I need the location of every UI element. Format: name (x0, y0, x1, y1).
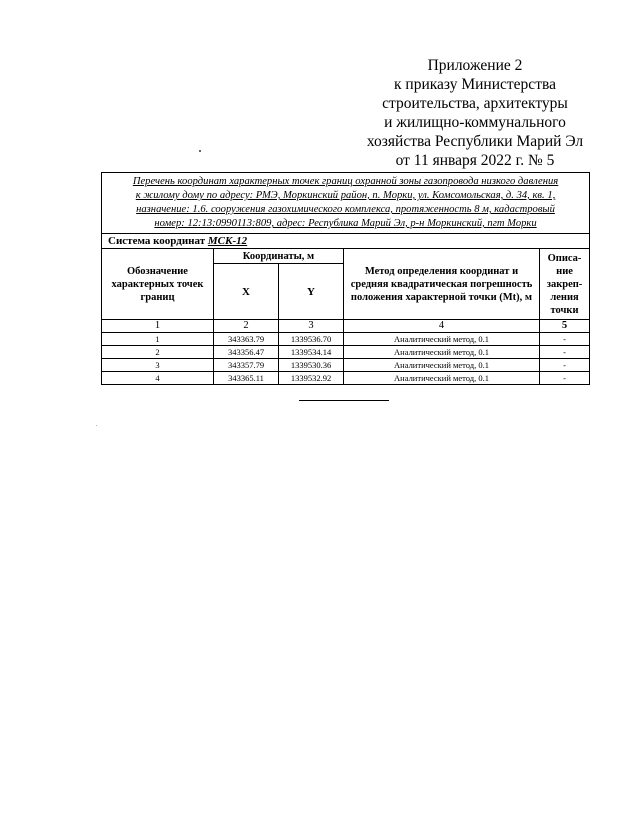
column-number-row (102, 320, 590, 333)
header-line: от 11 января 2022 г. № 5 (395, 152, 555, 169)
table-row (102, 372, 590, 385)
column-number: 4 (344, 320, 540, 333)
caption-line: номер: 12:13:0990113:809, адрес: Республика Марий Эл, р-н Моркинский, пгт Морки (154, 218, 537, 229)
scan-speck (199, 150, 201, 152)
table-row (102, 346, 590, 359)
header-line: хозяйства Республики Марий Эл (366, 133, 584, 150)
column-number: 3 (279, 320, 344, 333)
method-value: Аналитический метод, 0.1 (344, 346, 540, 359)
x-value: 343357.79 (214, 359, 279, 372)
column-number: 1 (102, 320, 214, 333)
caption-line: назначение: 1.6. сооружения газохимического комплекса, протяженность 8 м, кадастровый (136, 204, 555, 215)
footer-divider (299, 400, 389, 401)
method-value: Аналитический метод, 0.1 (344, 359, 540, 372)
header-method: Метод определения координат и средняя квадратическая погрешность положения характерной точки (Mt), м (344, 249, 540, 320)
point-number: 4 (102, 372, 214, 385)
point-number: 1 (102, 333, 214, 346)
caption-line: к жилому дому по адресу: РМЭ, Моркинский район, п. Морки, ул. Комсомольская, д. 34, кв. 1, (135, 190, 556, 201)
header-y: Y (279, 264, 344, 320)
table-row (102, 333, 590, 346)
caption-line: Перечень координат характерных точек границ охранной зоны газопровода низкого давления (132, 176, 559, 187)
coordinate-system-row (102, 234, 590, 249)
header-line: Приложение 2 (427, 57, 523, 74)
coordinates-table (101, 172, 590, 385)
column-number: 2 (214, 320, 279, 333)
column-number: 5 (540, 320, 590, 333)
x-value: 343363.79 (214, 333, 279, 346)
header-coordinates: Координаты, м (214, 249, 344, 264)
y-value: 1339536.70 (279, 333, 344, 346)
coordinate-system-label: Система координат (108, 234, 208, 247)
x-value: 343356.47 (214, 346, 279, 359)
method-value: Аналитический метод, 0.1 (344, 372, 540, 385)
y-value: 1339530.36 (279, 359, 344, 372)
header-x: X (214, 264, 279, 320)
header-line: к приказу Министерства (394, 76, 556, 93)
appendix-header (360, 56, 590, 170)
scan-speck (96, 425, 97, 426)
table-row (102, 359, 590, 372)
header-description: Описа-ние закреп-ления точки (540, 249, 590, 320)
header-line: строительства, архитектуры (382, 95, 568, 112)
point-number: 2 (102, 346, 214, 359)
description-value: - (540, 333, 590, 346)
header-line: и жилищно-коммунального (384, 114, 566, 131)
table-caption (102, 173, 590, 234)
header-point-designation: Обозначение характерных точек границ (102, 249, 214, 320)
y-value: 1339534.14 (279, 346, 344, 359)
x-value: 343365.11 (214, 372, 279, 385)
method-value: Аналитический метод, 0.1 (344, 333, 540, 346)
description-value: - (540, 359, 590, 372)
coordinate-system-value: МСК-12 (207, 234, 248, 247)
description-value: - (540, 372, 590, 385)
description-value: - (540, 346, 590, 359)
point-number: 3 (102, 359, 214, 372)
y-value: 1339532.92 (279, 372, 344, 385)
